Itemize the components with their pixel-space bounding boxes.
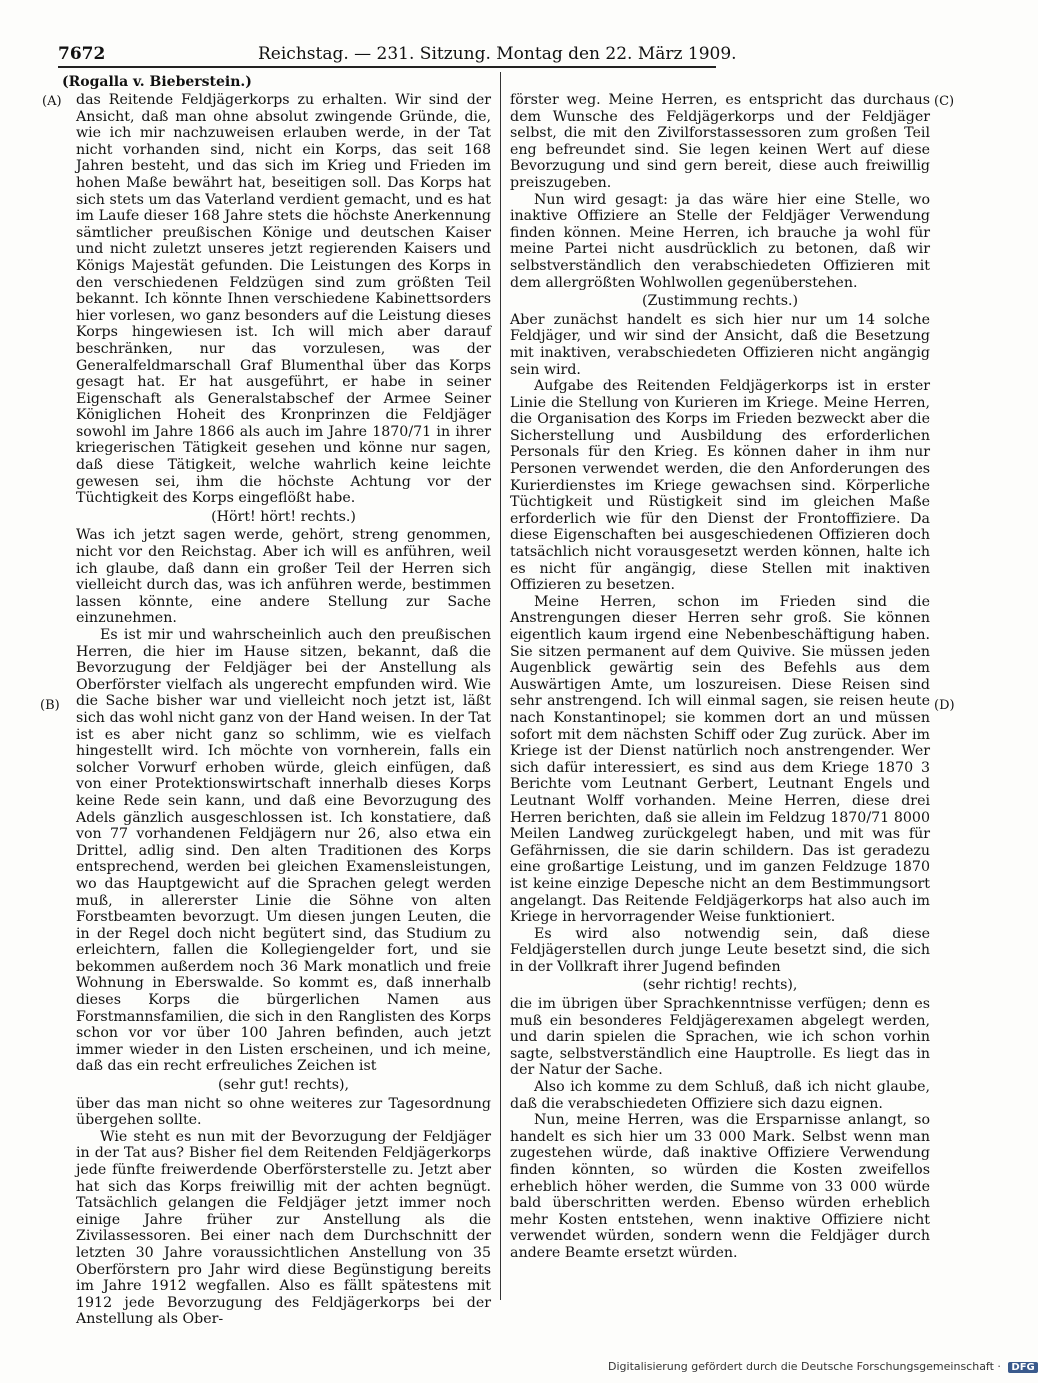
paragraph: Aufgabe des Reitenden Feldjägerkorps ist in erster Linie die Stellung von Kurieren im Kriege. Meine Herren, die Organisation des Korps im Frieden bezweckt aber die Sicherstellung und Ausbildung des erforderlichen Personals für den Krieg. Es können daher in ihm nur Personen verwendet werden, die den Anforderungen des Kurierdienstes im Kriege gewachsen sind. Körperliche Tüchtigkeit und Rüstigkeit sind im gleichen Maße erforderlich wie für den Dienst der Frontoffiziere. Da diese Eigenschaften bei ausgeschiedenen Offizieren doch tatsächlich nicht vorausgesetzt werden können, halte ich es nicht für angängig, diese Stellen mit inaktiven Offizieren zu besetzen. xyxy=(510,378,930,594)
speaker-name: (Rogalla v. Bieberstein.) xyxy=(62,74,252,90)
column-divider xyxy=(500,72,501,1300)
dfg-logo: DFG xyxy=(1008,1362,1037,1373)
paragraph: Also ich komme zu dem Schluß, daß ich nicht glaube, daß die verabschiedeten Offiziere sich dazu eignen. xyxy=(510,1079,930,1112)
footer-text: Digitalisierung gefördert durch die Deutsche Forschungsgemeinschaft · xyxy=(608,1360,1001,1373)
page-number: 7672 xyxy=(58,44,106,64)
paragraph: förster weg. Meine Herren, es entspricht das durchaus dem Wunsche des Feldjägerkorps und der Feldjäger selbst, die mit den Zivilforstassessoren zum großen Teil eng befreundet sind. Sie legen keinen Wert auf diese Bevorzugung und sind gern bereit, diese auch freiwillig preiszugeben. xyxy=(510,92,930,191)
page-header xyxy=(58,44,737,66)
interjection: (sehr richtig! rechts), xyxy=(642,977,798,994)
left-column xyxy=(76,92,491,1328)
page-title: Reichstag. — 231. Sitzung. Montag den 22. März 1909. xyxy=(258,44,737,64)
paragraph: Nun wird gesagt: ja das wäre hier eine Stelle, wo inaktive Offiziere an Stelle der Feldjäger Verwendung finden können. Meine Herren, ich brauche ja wohl für meine Partei nicht ausdrücklich zu betonen, daß wir selbstverständlich den verabschiedeten Offizieren mit dem allergrößten Wohlwollen gegenüberstehen. xyxy=(510,191,930,291)
interjection: (Zustimmung rechts.) xyxy=(641,293,799,310)
paragraph: Nun, meine Herren, was die Ersparnisse anlangt, so handelt es sich hier um 33 000 Mark. Selbst wenn man zugestehen würde, daß inaktive Offiziere Verwendung finden könnten, so würden die Kosten zweifellos erheblich höher werden, die Summe von 33 000 würde bald überschritten werden. Ebenso würden erheblich mehr Kosten entstehen, wenn inaktive Offiziere nicht verwendet würden, sondern wenn die Feldjäger durch andere Beamte ersetzt würden. xyxy=(510,1112,930,1261)
paragraph: Meine Herren, schon im Frieden sind die Anstrengungen dieser Herren sehr groß. Sie können eigentlich kaum irgend eine Nebenbeschäftigung haben. Sie sitzen permanent auf dem Quivive. Sie müssen jeden Augenblick gewärtig sein des Befehls aus dem Auswärtigen Amte, um loszureisen. Diese Reisen sind sehr anstrengend. Ich will einmal sagen, sie reisen heute nach Konstantinopel; sie kommen dort an und müssen sofort mit dem nächsten Schiff oder Zug zurück. Aber im Kriege ist der Dienst natürlich noch anstrengender. Wer sich dafür interessiert, es sind aus dem Kriege 1870 3 Berichte vom Leutnant Gerbert, Leutnant Engels und Leutnant Wolff vorhanden. Meine Herren, diese drei Herren berichten, daß sie allein im Feldzug 1870/71 8000 Meilen Landweg zurückgelegt haben, und mit was für Gefährnissen, die sie darin schildern. Das ist geradezu eine großartige Leistung, und im ganzen Feldzuge 1870 ist keine einzige Depesche nicht an dem Bestimmungsort angelangt. Das Reitende Feldjägerkorps hat also auch im Kriege in hervorragender Weise funktioniert. xyxy=(510,593,930,926)
margin-marker-d: (D) xyxy=(934,698,955,713)
footer xyxy=(608,1360,1038,1373)
margin-marker-c: (C) xyxy=(934,94,955,109)
paragraph: Es wird also notwendig sein, daß diese Feldjägerstellen durch junge Leute besetzt sind, die sich in der Vollkraft ihrer Jugend befinden xyxy=(510,925,930,975)
paragraph: Es ist mir und wahrscheinlich auch den preußischen Herren, die hier im Hause sitzen, bekannt, daß die Bevorzugung der Feldjäger bei der Anstellung als Oberförster vielfach als ungerecht empfunden wird. Wie die Sache bisher war und vielleicht noch jetzt ist, läßt sich das wohl nicht ganz von der Hand weisen. In der Tat ist es aber nicht ganz so schlimm, wie es vielfach hingestellt wird. Ich möchte von vornherein, falls ein solcher Vorwurf erhoben würde, gleich einfügen, daß von einer Protektionswirtschaft innerhalb dieses Korps keine Rede sein kann, und daß eine Bevorzugung des Adels gänzlich ausgeschlossen ist. Ich konstatiere, daß von 77 vorhandenen Feldjägern nur 26, also etwa ein Drittel, adlig sind. Den alten Traditionen des Korps entsprechend, werden bei gleichen Examensleistungen, wo das Hauptgewicht auf die Sprachen gelegt werden muß, in allererster Linie die Söhne von alten Forstbeamten bevorzugt. Um diesen jungen Leuten, die in der Regel doch nicht begütert sind, das Studium zu erleichtern, fallen die Kollegiengelder fort, und sie bekommen außerdem noch 36 Mark monatlich und freie Wohnung in Eberswalde. So kommt es, daß innerhalb dieses Korps die bürgerlichen Namen aus Forstmannsfamilien, die sich in den Ranglisten des Korps schon vor vor über 100 Jahren befinden, auch jetzt immer wieder in den Listen erscheinen, und ich meine, daß das ein recht erfreuliches Zeichen ist xyxy=(76,627,491,1075)
paragraph: Aber zunächst handelt es sich hier nur um 14 solche Feldjäger, und wir sind der Ansicht, daß die Besetzung mit inaktiven, verabschiedeten Offizieren nicht angängig sein wird. xyxy=(510,311,930,378)
margin-marker-b: (B) xyxy=(40,698,60,713)
paragraph: über das man nicht so ohne weiteres zur Tagesordnung übergehen sollte. xyxy=(76,1095,491,1129)
right-column xyxy=(510,92,930,1262)
interjection: (Hört! hört! rechts.) xyxy=(211,508,356,525)
header-rule xyxy=(58,66,716,68)
paragraph: Was ich jetzt sagen werde, gehört, streng genommen, nicht vor den Reichstag. Aber ich will es anführen, weil ich glaube, daß dann ein großer Teil der Herren sich vielleicht durch das, was ich anführen werde, bestimmen lassen könnte, eine andere Stellung zur Sache einzunehmen. xyxy=(76,527,491,627)
interjection: (sehr gut! rechts), xyxy=(217,1077,350,1094)
paragraph: die im übrigen über Sprachkenntnisse verfügen; denn es muß ein besonderes Feldjägerexamen abgelegt werden, und darin spielen die Sprachen, wie ich schon vorhin sagte, selbstverständlich eine Hauptrolle. Es liegt das in der Natur der Sache. xyxy=(510,996,930,1079)
paragraph: das Reitende Feldjägerkorps zu erhalten. Wir sind der Ansicht, daß man ohne absolut zwingende Gründe, die, wie ich mir nachzuweisen erlauben werde, in der Tat nicht vorhanden sind, nicht ein Korps, das seit 168 Jahren besteht, und das sich im Krieg und Frieden im hohen Maße bewährt hat, beseitigen soll. Das Korps hat sich stets um das Vaterland verdient gemacht, und es hat im Laufe dieser 168 Jahre stets die höchste Anerkennung sämtlicher preußischen Könige und deutschen Kaiser und nicht zuletzt unseres jetzt regierenden Kaisers und Königs Majestät gefunden. Die Leistungen des Korps in den verschiedenen Feldzügen sind zum größten Teil bekannt. Ich könnte Ihnen verschiedene Kabinettsorders hier vorlesen, wo ganz besonders auf die Leistung dieses Korps hingewiesen ist. Ich will mich aber darauf beschränken, nur das vorzulesen, was der Generalfeldmarschall Graf Blumenthal über das Korps gesagt hat. Er hat ausgeführt, er habe in seiner Eigenschaft als Generalstabschef der Armee Seiner Königlichen Hoheit des Kronprinzen die Feldjäger sowohl im Jahre 1866 als auch im Jahre 1870/71 in ihrer kriegerischen Tätigkeit gesehen und könne nur sagen, daß diese Tätigkeit, welche wahrlich keine leichte gewesen sei, ihm die höchste Achtung vor der Tüchtigkeit des Korps eingeflößt habe. xyxy=(76,92,491,507)
margin-marker-a: (A) xyxy=(42,94,62,109)
paragraph: Wie steht es nun mit der Bevorzugung der Feldjäger in der Tat aus? Bisher fiel dem Reitenden Feldjägerkorps jede fünfte freiwerdende Oberförsterstelle zu. Jetzt aber hat sich das Korps freiwillig mit der achten begnügt. Tatsächlich gelangen die Feldjäger jetzt immer noch einige Jahre früher zur Anstellung als die Zivilassessoren. Bei einer nach dem Durchschnitt der letzten 30 Jahre voraussichtlichen Anstellung von 35 Oberförstern pro Jahr wird diese Begünstigung bereits im Jahre 1912 wegfallen. Also es fällt spätestens mit 1912 jede Bevorzugung des Feldjägerkorps bei der Anstellung als Ober- xyxy=(76,1128,491,1328)
